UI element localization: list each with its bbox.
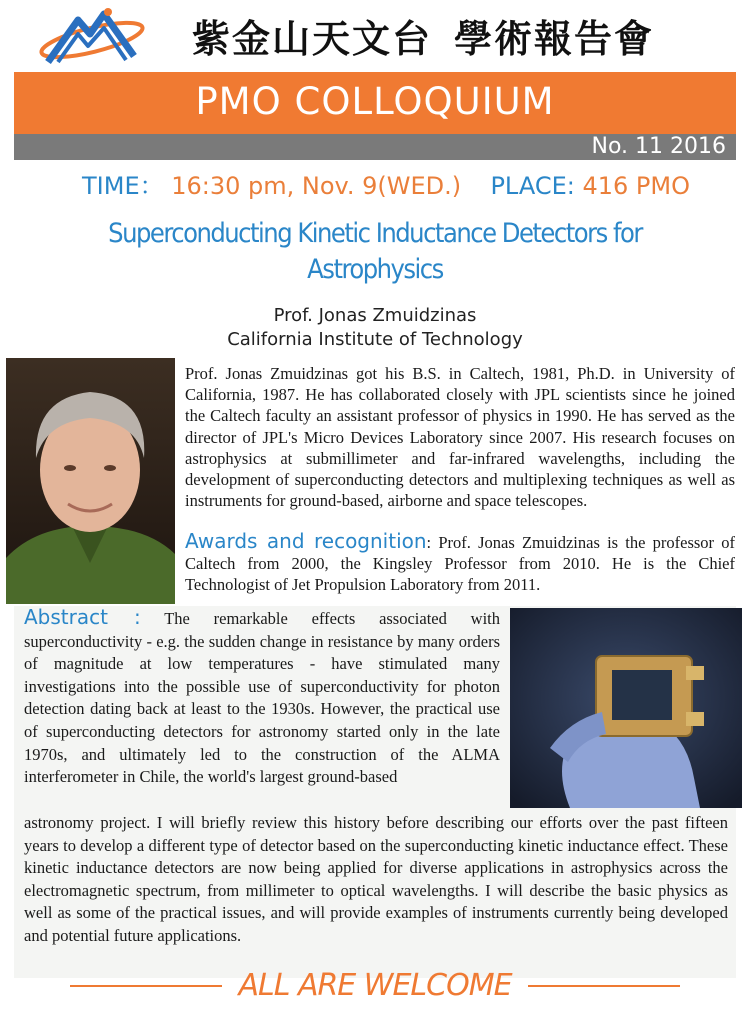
time-label: TIME：: [82, 172, 164, 200]
speaker-bio: Prof. Jonas Zmuidzinas got his B.S. in Caltech, 1981, Ph.D. in University of California, 1987. He has collaborated closely with JPL scientists since he joined the Caltech faculty an assistant professor of physics in 1990. He has served as the director of JPL's Micro Devices Laboratory since 2007. His research focuses on astrophysics at submillimeter and far-infrared wavelengths, including the development of superconducting detectors and multiplexing techniques as well as instruments for ground-based, airborne and space telescopes.: [185, 364, 735, 511]
awards-text: : Prof. Jonas Zmuidzinas is the professor of Caltech from 2000, the Kingsley Professor from 2010. He is the Chief Technologist of Jet Propulsion Laboratory from 2011.: [185, 533, 736, 595]
place-label: PLACE:: [490, 172, 575, 200]
header-chinese-title: [192, 8, 654, 63]
issue-bar: [14, 134, 736, 160]
place-value: 416 PMO: [582, 172, 690, 200]
abstract-part1: The remarkable effects associated with superconductivity - e.g. the sudden change in resistance by many orders of magnitude at low temperatures - have stimulated many investigations into the possible use of superconductivity for photon detection dating back at least to the 1930s. However, the practical use of superconducting detectors for astronomy started only in the late 1970s, and ultimately led to the construction of the ALMA interferometer in Chile, the world's largest ground-based: [24, 609, 500, 787]
welcome-footer: [0, 968, 750, 1003]
org-name-cn: 紫金山天文台: [192, 16, 433, 61]
footer-rule-right: [528, 985, 680, 987]
time-value: 16:30 pm, Nov. 9(WED.): [171, 172, 462, 200]
footer-rule-left: [70, 985, 222, 987]
speaker-affiliation: California Institute of Technology: [227, 329, 523, 350]
schedule-line: [82, 166, 690, 201]
awards-heading: Awards and recognition: [185, 529, 427, 553]
abstract-heading: Abstract :: [24, 605, 141, 629]
awards-paragraph: [185, 531, 735, 596]
detector-device-photo: [510, 608, 742, 808]
banner-title: PMO COLLOQUIUM: [195, 80, 555, 123]
speaker-photo: [6, 358, 175, 604]
colloquium-banner: [14, 72, 736, 134]
report-cn: 學術報告會: [454, 16, 655, 61]
issue-number: No. 11 2016: [591, 134, 726, 159]
speaker-block: [0, 304, 750, 352]
speaker-name: Prof. Jonas Zmuidzinas: [273, 305, 477, 326]
welcome-text: ALL ARE WELCOME: [238, 968, 512, 1003]
pmo-logo-icon: [30, 4, 150, 70]
abstract-text-bottom: astronomy project. I will briefly review this history before describing our efforts over the past fifteen years to develop a different type of detector based on the superconducting kinetic inductance effect. These kinetic inductance detectors are now being applied for diverse applications in astrophysics across the electromagnetic spectrum, from millimeter to optical wavelengths. I will describe the basic physics as well as some of the practical issues, and will provide examples of instruments currently being developed and potential future applications.: [24, 813, 728, 945]
talk-title: Superconducting Kinetic Inductance Detectors for Astrophysics: [108, 218, 642, 285]
abstract-text-top: [24, 606, 500, 789]
